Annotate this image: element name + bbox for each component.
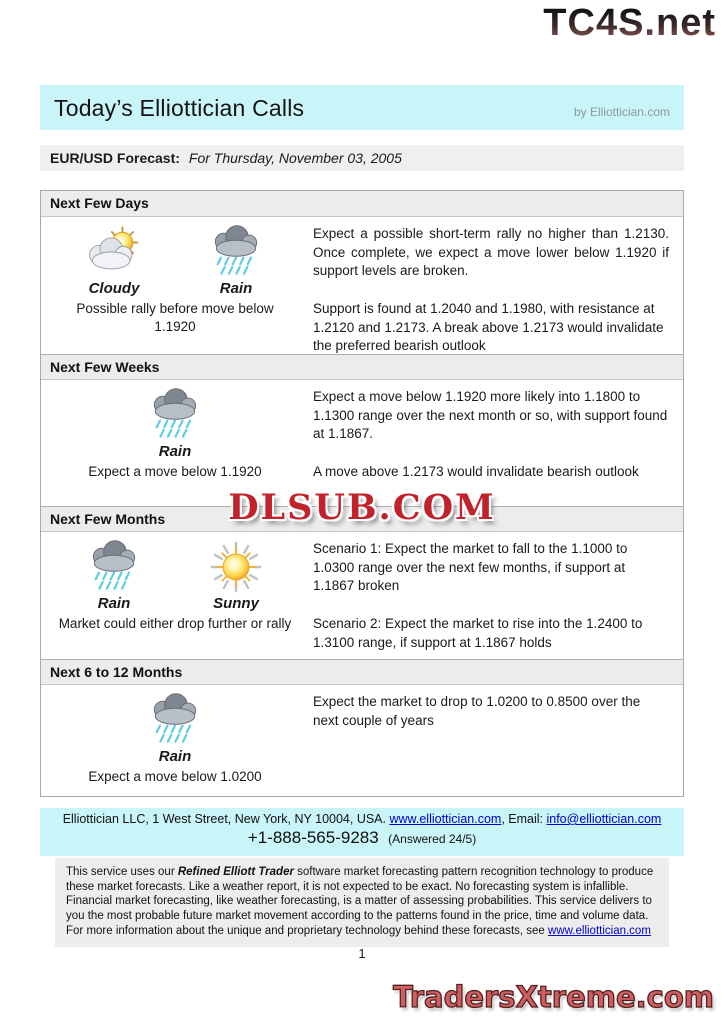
disclaimer-box xyxy=(55,858,669,947)
tc4s-watermark-logo: TC4S.net xyxy=(543,2,716,44)
section-next-few-weeks xyxy=(41,354,683,506)
product-brand: Refined Elliott Trader xyxy=(177,866,294,878)
rain-icon xyxy=(144,388,206,442)
page-title: Today’s Elliottician Calls xyxy=(54,95,305,121)
forecast-pair-label: EUR/USD Forecast: xyxy=(50,150,180,166)
dlsub-watermark: DLSUB.COM xyxy=(228,487,496,528)
section-title: Next Few Weeks xyxy=(41,354,683,380)
section-title: Next Few Months xyxy=(41,506,683,532)
section-title: Next Few Days xyxy=(41,191,683,217)
answered-hours: (Answered 24/5) xyxy=(388,832,477,846)
forecast-text-column xyxy=(309,225,669,354)
section-next-few-days xyxy=(41,191,683,354)
address-line xyxy=(40,812,684,826)
forecast-paragraph: Expect a possible short-term rally no higher than 1.2130. Once complete, we expect a move lower below 1.1920 if support levels are broken. xyxy=(313,226,669,279)
weather-rain xyxy=(136,388,214,460)
tradersxtreme-watermark: TradersXtreme.com xyxy=(393,980,714,1014)
page-number: 1 xyxy=(358,946,366,961)
rain-icon xyxy=(83,540,145,594)
weather-label: Rain xyxy=(219,280,253,297)
weather-summary-column xyxy=(41,540,309,659)
weather-label: Sunny xyxy=(213,595,259,612)
forecast-paragraph: Scenario 2: Expect the market to rise into the 1.2400 to 1.3100 range, if support at 1.1867 holds xyxy=(313,615,643,650)
forecast-paragraph: Scenario 1: Expect the market to fall to the 1.1000 to 1.0300 range over the next few months, if support at 1.1867 broken xyxy=(313,541,628,594)
forecast-subject-bar xyxy=(40,145,684,171)
contact-footer xyxy=(40,808,684,856)
weather-summary-column xyxy=(41,225,309,354)
weather-rain xyxy=(75,540,153,612)
weather-caption: Expect a move below 1.1920 xyxy=(88,464,262,479)
website-link[interactable]: www.elliottician.com xyxy=(389,812,502,826)
disclaimer-text: This service uses our xyxy=(66,866,178,878)
rain-icon xyxy=(205,225,267,279)
report-title-bar xyxy=(40,85,684,130)
phone-line xyxy=(40,828,684,848)
section-next-6-to-12-months xyxy=(41,659,683,796)
section-title: Next 6 to 12 Months xyxy=(41,659,683,685)
forecast-paragraph: Expect the market to drop to 1.0200 to 0.8500 over the next couple of years xyxy=(313,694,641,728)
weather-cloudy xyxy=(75,225,153,297)
disclaimer-website-link[interactable]: www.elliottician.com xyxy=(548,924,651,937)
weather-summary-column xyxy=(41,693,309,796)
cloudy-icon xyxy=(83,225,145,279)
section-next-few-months xyxy=(41,506,683,659)
weather-label: Rain xyxy=(97,595,131,612)
weather-label: Rain xyxy=(158,443,192,460)
weather-label: Cloudy xyxy=(88,280,140,297)
sunny-icon xyxy=(208,540,264,594)
weather-rain xyxy=(136,693,214,765)
email-link[interactable]: info@elliottician.com xyxy=(546,812,662,826)
weather-label: Rain xyxy=(158,748,192,765)
byline: by Elliottician.com xyxy=(573,105,670,119)
forecast-text-column xyxy=(309,693,669,796)
address-text: Elliottician LLC, 1 West Street, New York, NY 10004, USA. xyxy=(62,812,390,826)
rain-icon xyxy=(144,693,206,747)
forecast-paragraph: Support is found at 1.2040 and 1.1980, with resistance at 1.2120 and 1.2173. A break above 1.2173 would invalidate the preferred bearish outlook xyxy=(313,300,664,354)
email-label: , Email: xyxy=(501,812,547,826)
weather-rain xyxy=(197,225,275,297)
disclaimer-text: software market forecasting pattern recognition technology to produce these market forecasts. Like a weather report, it is not expected to be exact. No forecasting system is infallible. Financial market forecasting, like weather forecasting, is a matter of assessing probabilities. This service delivers to you the most probable future market movement according to the patterns found in the price, time and volume data. For more information about the unique and proprietary technology behind these forecasts, see xyxy=(66,866,654,937)
weather-caption: Market could either drop further or rally xyxy=(58,616,292,631)
forecast-date: For Thursday, November 03, 2005 xyxy=(188,150,402,166)
weather-caption: Possible rally before move below 1.1920 xyxy=(76,301,274,334)
weather-sunny xyxy=(197,540,275,612)
forecast-paragraph: Expect a move below 1.1920 more likely into 1.1800 to 1.1300 range over the next month or so, with support found at 1.1867. xyxy=(313,389,668,442)
weather-caption: Expect a move below 1.0200 xyxy=(88,769,262,784)
forecast-text-column xyxy=(309,540,669,659)
forecast-paragraph: A move above 1.2173 would invalidate bearish outlook xyxy=(313,463,639,479)
phone-number: +1-888-565-9283 xyxy=(247,828,379,847)
